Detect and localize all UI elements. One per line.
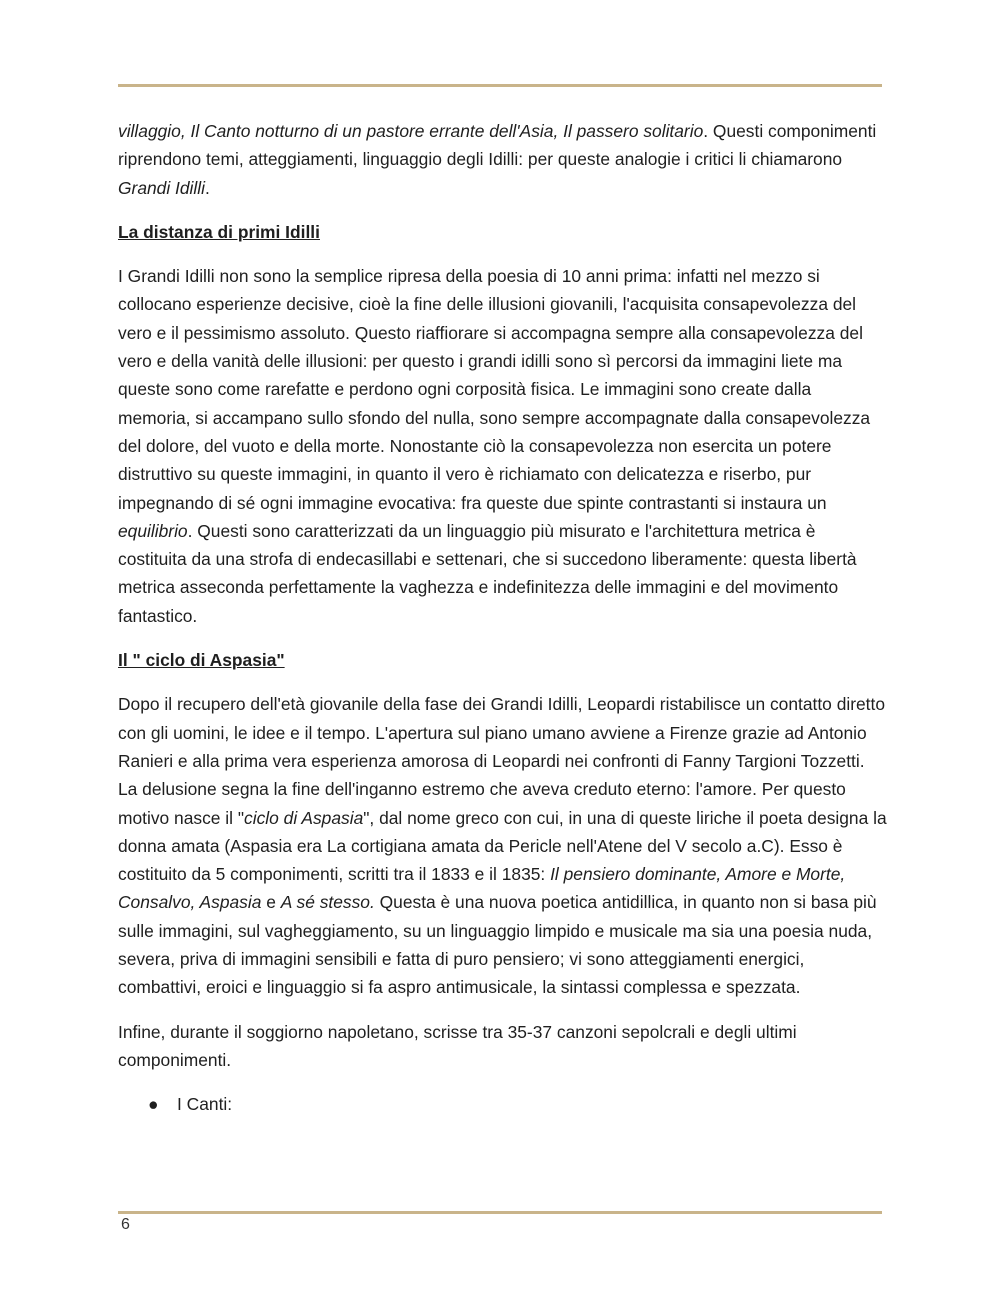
section1-text-a: I Grandi Idilli non sono la semplice ripresa della poesia di 10 anni prima: infatti nel mezzo si collocano esperienze decisive, cioè la fine delle illusioni giovanili, l'acquisita consapevolezza del vero e il pessimismo assoluto. Questo riaffiorare si accompagna sempre alla consapevolezza del vero e della vanità delle illusioni: per questo i grandi idilli sono sì percorsi da immagini liete ma queste sono come rarefatte e perdono ogni corposità fisica. Le immagini sono create dalla memoria, si accampano sullo sfondo del nulla, sono sempre accompagnate dalla consapevolezza del dolore, del vuoto e della morte. Nonostante ciò la consapevolezza non esercita un potere distruttivo su queste immagini, in quanto il vero è richiamato con delicatezza e riserbo, pur impegnando di sé ogni immagine evocativa: fra queste due spinte contrastanti si instaura un — [118, 266, 871, 513]
section1-paragraph — [118, 262, 888, 630]
section1-italic: equilibrio — [118, 520, 188, 541]
section2-text-a: Dopo il recupero dell'età giovanile della fase dei Grandi Idilli, Leopardi ristabilisce un contatto diretto con gli uomini, le idee e il tempo. L'apertura sul piano umano avviene a Firenze grazie ad Antonio Ranieri e alla prima vera esperienza amorosa di Leopardi nei confronti di Fanny Targioni Tozzetti. La delusione segna la fine dell'inganno estremo che aveva creduto eterno: l'amore. Per questo motivo nasce il " — [118, 694, 886, 828]
page-body — [118, 117, 888, 1119]
page-number: 6 — [121, 1216, 130, 1233]
intro-paragraph — [118, 117, 888, 202]
section2-text-d: Questa è una nuova poetica antidillica, in quanto non si basa più sulle immagini, sul vagheggiamento, su un linguaggio limpido e musicale ma sia una poesia nuda, severa, priva di immagini sensibili e fatta di puro pensiero; vi sono atteggiamenti energici, combattivi, eroici e linguaggio si fa aspro antimusicale, la sintassi complessa e spezzata. — [118, 892, 877, 998]
section-heading-distanza: La distanza di primi Idilli — [118, 221, 320, 242]
list-item — [118, 1090, 888, 1118]
section1-text-b: . Questi sono caratterizzati da un linguaggio più misurato e l'architettura metrica è costituita da una strofa di endecasillabi e settenari, che si succedono liberamente: questa libertà metrica asseconda perfettamente la vaghezza e indefinitezza delle immagini e del movimento fantastico. — [118, 520, 857, 626]
section2-italic-title: A sé stesso. — [280, 892, 375, 913]
section2-text-c: e — [261, 892, 281, 913]
section2-text-b: ", dal nome greco con cui, in una di queste liriche il poeta designa la donna amata (Aspasia era La cortigiana amata da Pericle nell'Atene del V secolo a.C). Esso è costituito da 5 componimenti, scritti tra il 1833 e il 1835: — [118, 807, 887, 885]
intro-italic-term: Grandi Idilli — [118, 177, 205, 198]
list-item-text: I Canti: — [177, 1094, 233, 1115]
section-heading-aspasia: Il " ciclo di Aspasia" — [118, 650, 285, 671]
section2-italic-titles: Il pensiero dominante, Amore e Morte, Consalvo, Aspasia — [118, 864, 846, 913]
header-rule — [118, 84, 882, 87]
intro-italic-titles: villaggio, Il Canto notturno di un pastore errante dell'Asia, Il passero solitario — [118, 121, 704, 141]
section2-paragraph — [118, 690, 888, 1001]
bullet-list — [118, 1090, 888, 1118]
closing-paragraph: Infine, durante il soggiorno napoletano, scrisse tra 35-37 canzoni sepolcrali e degli ultimi componimenti. — [118, 1021, 797, 1070]
intro-end: . — [205, 177, 210, 198]
footer-rule — [118, 1211, 882, 1214]
intro-text: . Questi componimenti riprendono temi, atteggiamenti, linguaggio degli Idilli: per queste analogie i critici li chiamarono — [118, 121, 877, 170]
section2-italic-ciclo: ciclo di Aspasia — [244, 807, 364, 828]
bullet-icon: ● — [148, 1094, 159, 1115]
